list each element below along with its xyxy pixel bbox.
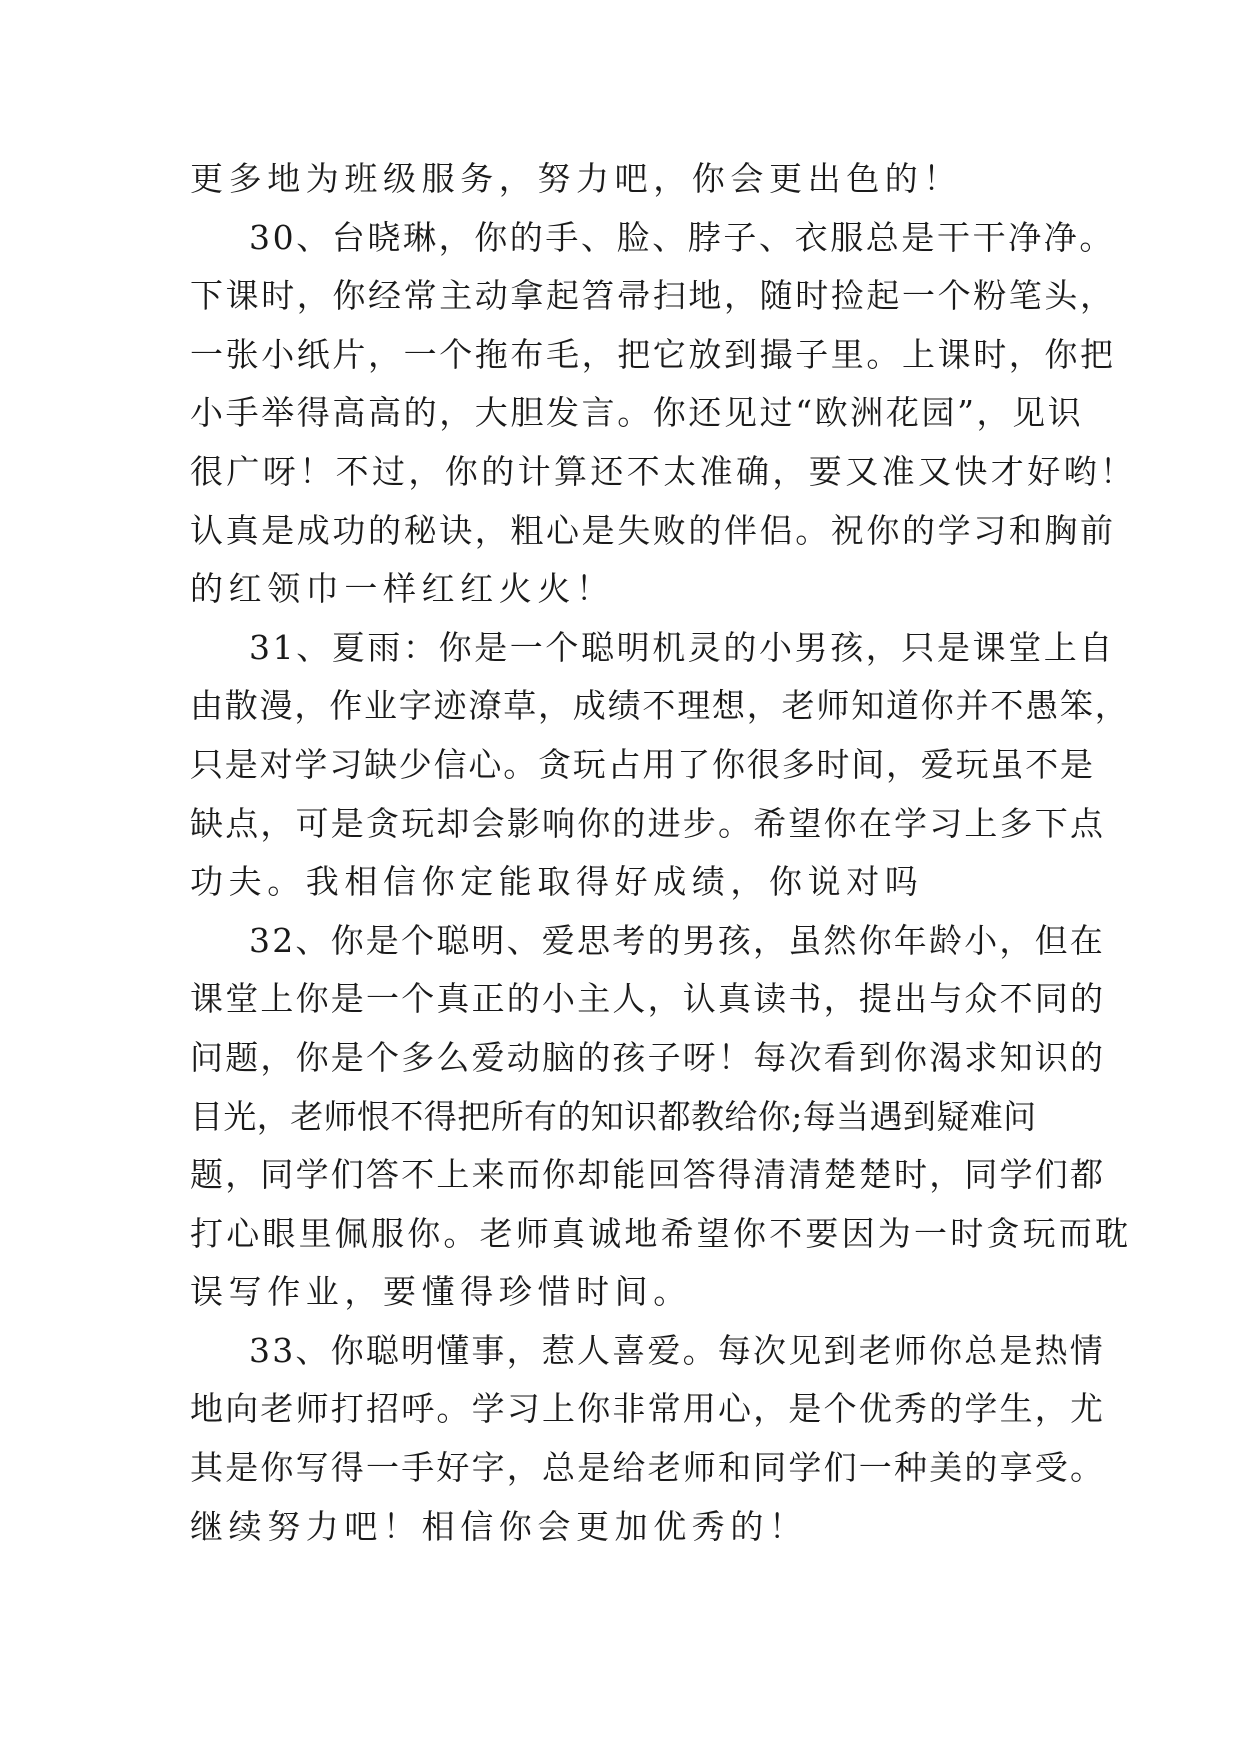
text-line: 其是你写得一手好字，总是给老师和同学们一种美的享受。	[190, 1448, 1106, 1488]
text-line: 地向老师打招呼。学习上你非常用心，是个优秀的学生，尤	[190, 1389, 1106, 1429]
text-line: 认真是成功的秘诀，粗心是失败的伴侣。祝你的学习和胸前	[190, 510, 1116, 550]
paragraph-33-start: 33、你聪明懂事，惹人喜爱。每次见到老师你总是热情	[249, 1330, 1105, 1370]
text-line: 更多地为班级服务，努力吧，你会更出色的！	[190, 159, 962, 198]
body-text	[190, 150, 1137, 1556]
text-line: 的红领巾一样红红火火！	[190, 569, 615, 609]
text-line: 打心眼里佩服你。老师真诚地希望你不要因为一时贪玩而耽	[190, 1213, 1132, 1253]
text-line: 由散漫，作业字迹潦草，成绩不理想，老师知道你并不愚笨，	[190, 686, 1130, 726]
text-line: 继续努力吧！相信你会更加优秀的！	[190, 1506, 808, 1546]
text-line: 缺点，可是贪玩却会影响你的进步。希望你在学习上多下点	[190, 803, 1106, 843]
text-line: 下课时，你经常主动拿起笤帚扫地，随时捡起一个粉笔头，	[190, 276, 1116, 316]
text-line: 只是对学习缺少信心。贪玩占用了你很多时间，爱玩虽不是	[190, 744, 1095, 784]
text-line: 误写作业，要懂得珍惜时间。	[190, 1272, 692, 1312]
paragraph-30-start: 30、台晓琳，你的手、脸、脖子、衣服总是干干净净。	[249, 217, 1115, 257]
text-line: 功夫。我相信你定能取得好成绩，你说对吗	[190, 862, 924, 902]
text-line: 课堂上你是一个真正的小主人，认真读书，提出与众不同的	[190, 979, 1106, 1019]
text-line: 很广呀！不过，你的计算还不太准确，要又准又快才好哟！	[190, 451, 1137, 491]
paragraph-31-start: 31、夏雨：你是一个聪明机灵的小男孩，只是课堂上自	[249, 627, 1115, 667]
text-line: 一张小纸片，一个拖布毛，把它放到撮子里。上课时，你把	[190, 334, 1116, 374]
text-line: 题，同学们答不上来而你却能回答得清清楚楚时，同学们都	[190, 1155, 1106, 1195]
text-line: 小手举得高高的，大胆发言。你还见过“欧洲花园”，见识	[190, 393, 1084, 433]
paragraph-32-start: 32、你是个聪明、爱思考的男孩，虽然你年龄小，但在	[249, 920, 1105, 960]
text-line: 目光，老师恨不得把所有的知识都教给你;每当遇到疑难问	[190, 1096, 1037, 1136]
text-line: 问题，你是个多么爱动脑的孩子呀！每次看到你渴求知识的	[190, 1037, 1106, 1077]
